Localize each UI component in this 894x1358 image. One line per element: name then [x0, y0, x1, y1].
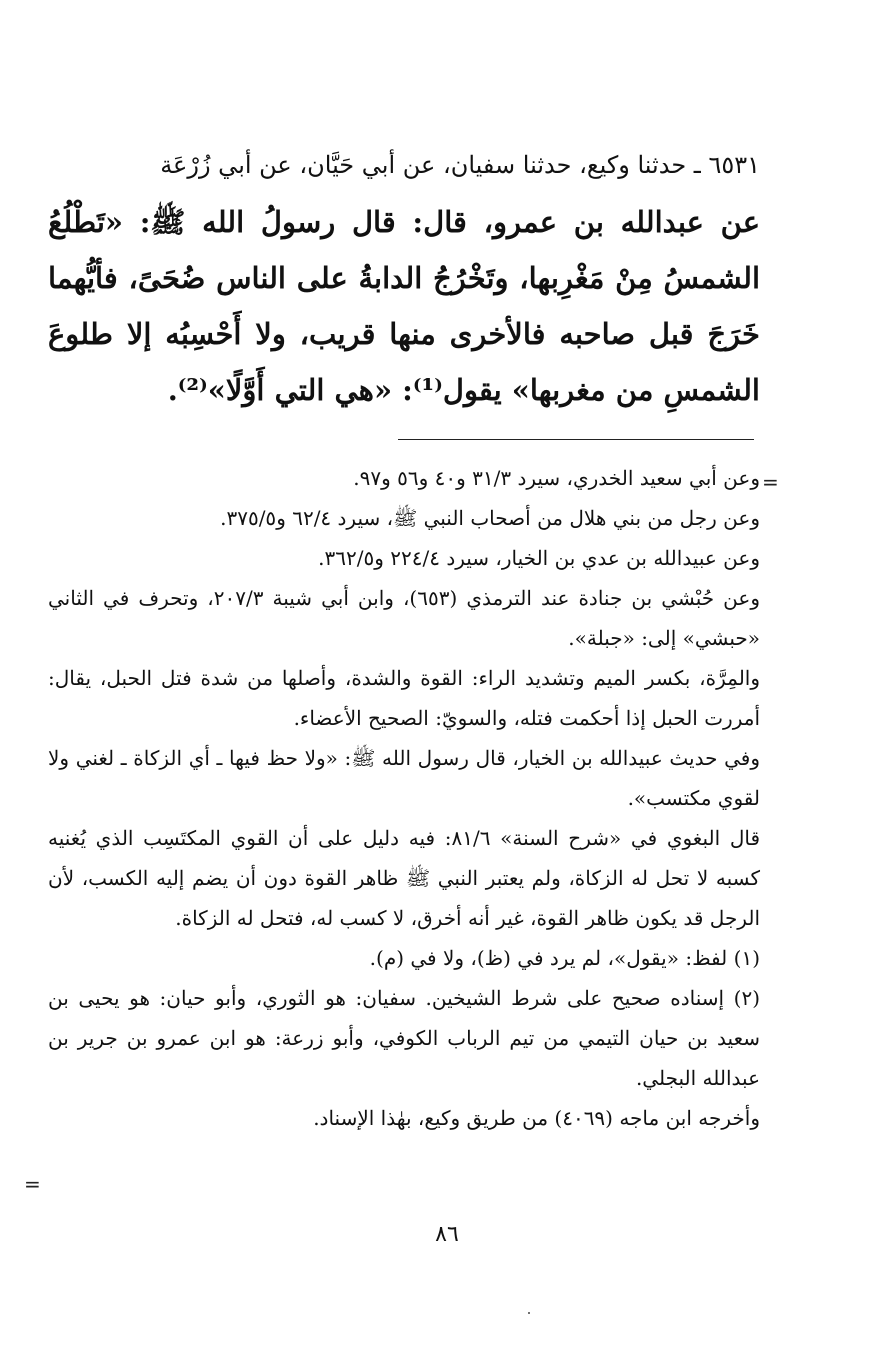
notes-section	[48, 458, 760, 1138]
note-paragraph: وعن عبيدالله بن عدي بن الخيار، سيرد ٢٢٤/٤ و٣٦٢/٥.	[318, 546, 760, 570]
continuation-mark-top: =	[762, 470, 779, 494]
page-number: ٨٦	[435, 1222, 459, 1247]
note-paragraph: وعن حُبْشي بن جنادة عند الترمذي (٦٥٣)، وابن أبي شيبة ٢٠٧/٣، وتحرف في الثاني «حبشي» إلى: «جبلة».	[48, 586, 760, 650]
scan-speck	[528, 1312, 530, 1314]
note-paragraph: وعن رجل من بني هلال من أصحاب النبي ﷺ، سيرد ٦٢/٤ و٣٧٥/٥.	[220, 506, 760, 530]
footnote-divider	[398, 439, 754, 440]
note-paragraph: والمِرَّة، بكسر الميم وتشديد الراء: القوة والشدة، وأصلها من شدة فتل الحبل، يقال: أمررت الحبل إذا أحكمت فتله، والسويّ: الصحيح الأعضاء.	[48, 666, 760, 730]
continuation-mark-bottom: =	[24, 1172, 41, 1196]
footnote-2-continuation: وأخرجه ابن ماجه (٤٠٦٩) من طريق وكيع، بهٰذا الإسناد.	[313, 1106, 760, 1130]
hadith-matn: عن عبدالله بن عمرو، قال: قال رسولُ الله ﷺ: «تَطْلُعُ الشمسُ مِنْ مَغْرِبها، وتَخْرُجُ الدابةُ على الناس ضُحَىً، فأيُّهما خَرَجَ قبل صاحبه فالأخرى منها قريب، ولا أَحْسِبُه إلا طلوعَ الشمسِ من مغربها» يقول⁽¹⁾: «هي التي أَوَّلًا»⁽²⁾.	[48, 205, 760, 407]
footnote-2: (٢) إسناده صحيح على شرط الشيخين. سفيان: هو الثوري، وأبو حيان: هو يحيى بن سعيد بن حيان التيمي من تيم الرباب الكوفي، وأبو زرعة: هو ابن عمرو بن جرير بن عبدالله البجلي.	[48, 986, 760, 1090]
hadith-block	[48, 148, 760, 418]
hadith-isnad: ٦٥٣١ ـ حدثنا وكيع، حدثنا سفيان، عن أبي حَيَّان، عن أبي زُرْعَة	[160, 151, 760, 179]
footnote-1: (١) لفظ: «يقول»، لم يرد في (ظ)، ولا في (م).	[369, 946, 760, 970]
note-paragraph: قال البغوي في «شرح السنة» ٨١/٦: فيه دليل على أن القوي المكتَسِب الذي يُغنيه كسبه لا تحل له الزكاة، ولم يعتبر النبي ﷺ ظاهر القوة دون أن يضم إليه الكسب، لأن الرجل قد يكون ظاهر القوة، غير أنه أخرق، لا كسب له، فتحل له الزكاة.	[48, 826, 761, 930]
note-paragraph: وعن أبي سعيد الخدري، سيرد ٣١/٣ و٤٠ و٥٦ و٩٧.	[353, 466, 760, 490]
note-paragraph: وفي حديث عبيدالله بن الخيار، قال رسول الله ﷺ: «ولا حظ فيها ـ أي الزكاة ـ لغني ولا لقوي مكتسب».	[48, 746, 760, 810]
